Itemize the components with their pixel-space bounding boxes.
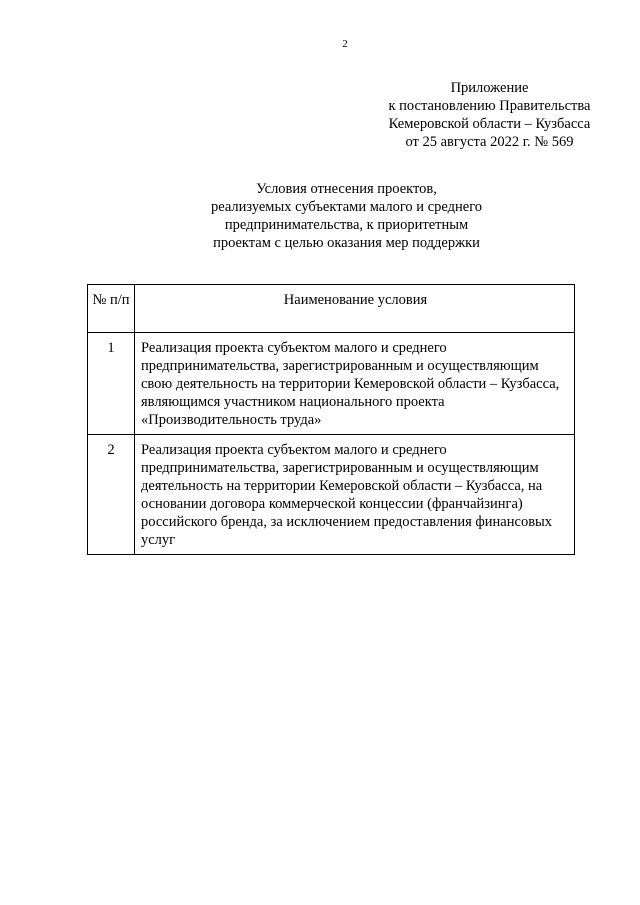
row-condition-text: Реализация проекта субъектом малого и среднего предпринимательства, зарегистрированным и осуществляющим деятельность на территории Кемеровской области – Кузбасса, на основании договора коммерческой концессии (франчайзинга) российского бренда, за исключением предоставления финансовых услуг xyxy=(135,435,575,555)
appendix-line: от 25 августа 2022 г. № 569 xyxy=(405,134,574,150)
document-title xyxy=(180,180,513,252)
table-row xyxy=(88,333,575,435)
title-line: Условия отнесения проектов, xyxy=(256,181,437,197)
header-number: № п/п xyxy=(88,285,135,333)
row-condition-text: Реализация проекта субъектом малого и среднего предпринимательства, зарегистрированным и осуществляющим свою деятельность на территории Кемеровской области – Кузбасса, являющимся участником национального проекта «Производительность труда» xyxy=(135,333,575,435)
title-line: реализуемых субъектами малого и среднего xyxy=(210,199,483,215)
row-number: 2 xyxy=(88,435,135,555)
appendix-line: Кемеровской области – Кузбасса xyxy=(388,116,591,132)
title-line: проектам с целью оказания мер поддержки xyxy=(213,235,480,251)
table-row xyxy=(88,435,575,555)
table-header-row xyxy=(88,285,575,333)
appendix-line: Приложение xyxy=(450,80,529,96)
row-number: 1 xyxy=(88,333,135,435)
conditions-table xyxy=(87,284,575,555)
page-number: 2 xyxy=(342,38,348,50)
appendix-line: к постановлению Правительства xyxy=(388,98,591,114)
title-line: предпринимательства, к приоритетным xyxy=(224,217,469,233)
appendix-block xyxy=(372,79,607,151)
header-condition-name: Наименование условия xyxy=(135,285,575,333)
